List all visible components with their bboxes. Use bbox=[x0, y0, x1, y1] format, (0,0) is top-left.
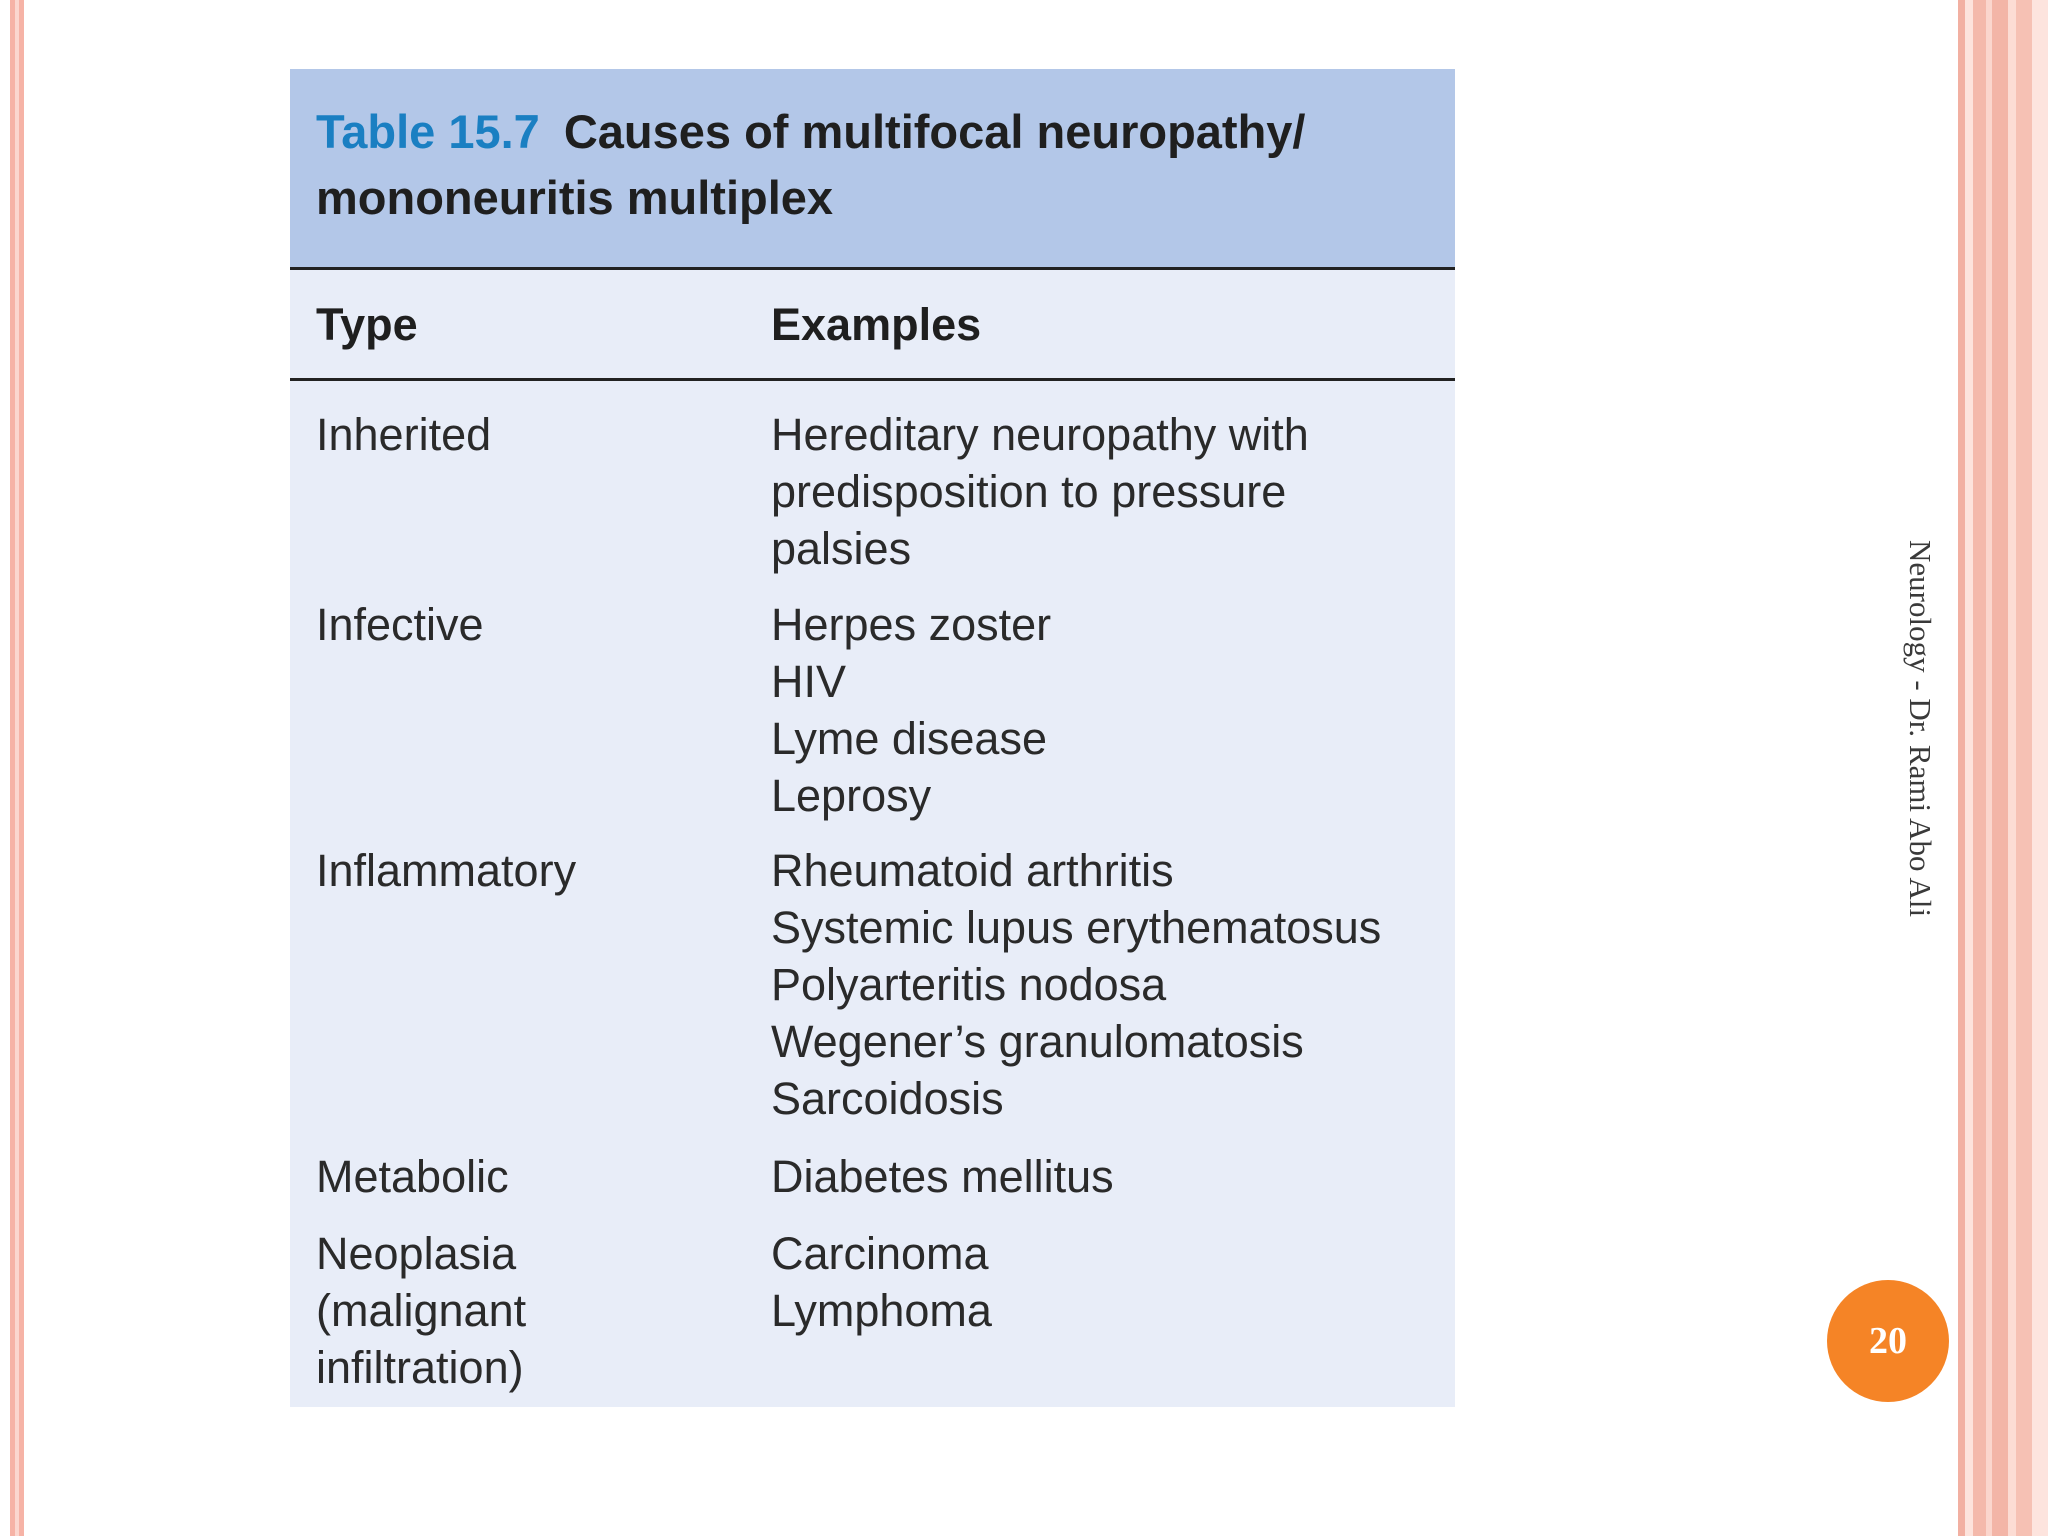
cell-type: Infective bbox=[316, 599, 484, 650]
example-item: Polyarteritis nodosa bbox=[771, 959, 1167, 1010]
table-top-rule bbox=[290, 267, 1455, 270]
example-item: Lyme disease bbox=[771, 713, 1047, 764]
example-item: Hereditary neuropathy with bbox=[771, 409, 1309, 460]
example-item: palsies bbox=[771, 523, 912, 574]
column-header-examples: Examples bbox=[771, 299, 982, 350]
type-line: infiltration) bbox=[316, 1342, 524, 1393]
example-item: Diabetes mellitus bbox=[771, 1151, 1114, 1202]
example-item: Sarcoidosis bbox=[771, 1073, 1004, 1124]
page-number-badge: 20 bbox=[1827, 1280, 1949, 1402]
type-line: (malignant bbox=[316, 1285, 527, 1336]
cell-examples bbox=[771, 596, 1451, 824]
cell-type: Inherited bbox=[316, 409, 492, 460]
example-item: Carcinoma bbox=[771, 1228, 989, 1279]
example-item: Lymphoma bbox=[771, 1285, 992, 1336]
cell-type: Inflammatory bbox=[316, 845, 577, 896]
example-item: Systemic lupus erythematosus bbox=[771, 902, 1382, 953]
left-decorative-border bbox=[10, 0, 24, 1536]
cell-examples bbox=[771, 406, 1451, 577]
table-title-line-2: mononeuritis multiplex bbox=[316, 171, 834, 224]
example-item: HIV bbox=[771, 656, 847, 707]
causes-table bbox=[290, 69, 1455, 1407]
table-number: Table 15.7 bbox=[316, 105, 540, 158]
table-title-line-1: Causes of multifocal neuropathy/ bbox=[563, 105, 1306, 158]
example-item: Rheumatoid arthritis bbox=[771, 845, 1174, 896]
right-decorative-stripes bbox=[1956, 0, 2048, 1536]
footer-author-label: Neurology - Dr. Rami Abo Ali bbox=[1903, 540, 1938, 918]
cell-examples bbox=[771, 1225, 1451, 1339]
table-title-band bbox=[290, 69, 1455, 267]
example-item: Herpes zoster bbox=[771, 599, 1052, 650]
example-item: Leprosy bbox=[771, 770, 932, 821]
cell-examples bbox=[771, 1148, 1451, 1205]
column-header-type: Type bbox=[316, 299, 418, 350]
table-header-rule bbox=[290, 378, 1455, 381]
table-title bbox=[316, 99, 1426, 231]
example-item: predisposition to pressure bbox=[771, 466, 1287, 517]
cell-examples bbox=[771, 842, 1451, 1127]
cell-type bbox=[316, 1225, 736, 1396]
cell-type: Metabolic bbox=[316, 1151, 509, 1202]
type-line: Neoplasia bbox=[316, 1228, 517, 1279]
example-item: Wegener’s granulomatosis bbox=[771, 1016, 1304, 1067]
